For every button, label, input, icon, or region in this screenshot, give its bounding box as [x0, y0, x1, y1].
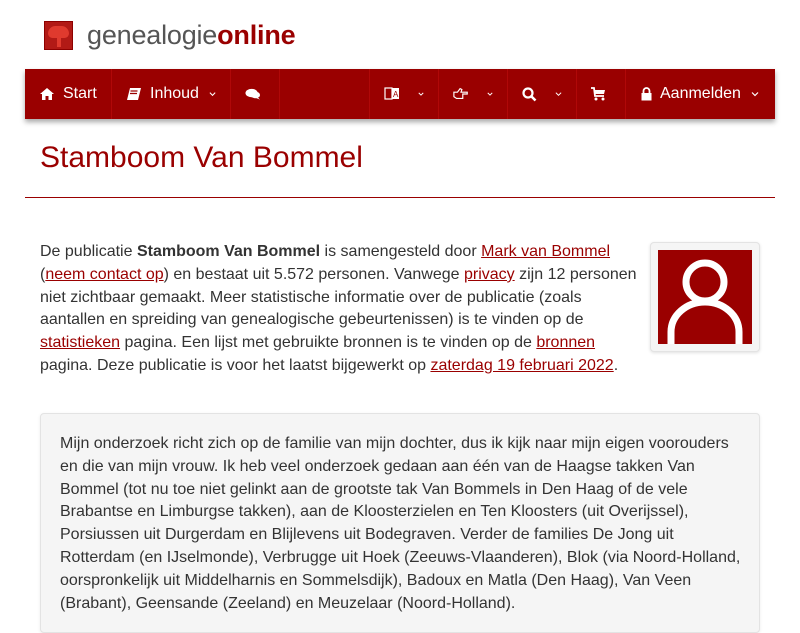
site-name: genealogieonline: [87, 19, 296, 50]
book-icon: [126, 86, 142, 102]
publication-description: [40, 413, 760, 633]
nav-start[interactable]: Start: [25, 69, 112, 119]
chevron-down-icon: [209, 90, 216, 98]
last-updated-link[interactable]: zaterdag 19 februari 2022: [430, 356, 614, 374]
page-title: Stamboom Van Bommel: [40, 141, 363, 174]
main-navbar: [25, 69, 775, 119]
nav-aanmelden[interactable]: Aanmelden: [626, 69, 775, 119]
chevron-down-icon: [487, 90, 493, 98]
home-icon: [39, 86, 55, 102]
chevron-down-icon: [751, 90, 759, 98]
sources-link[interactable]: bronnen: [536, 334, 596, 352]
search-icon: [522, 86, 537, 102]
cart-icon: [591, 86, 606, 102]
hand-pointing-icon: [453, 86, 469, 102]
nav-cart[interactable]: [577, 69, 626, 119]
lock-icon: [640, 86, 652, 102]
author-avatar-frame[interactable]: [650, 242, 760, 352]
title-divider: [25, 197, 775, 198]
site-logo[interactable]: [44, 17, 295, 53]
user-avatar-icon: [658, 250, 752, 344]
author-link[interactable]: Mark van Bommel: [481, 243, 611, 260]
comments-icon: [245, 86, 261, 102]
nav-inhoud[interactable]: Inhoud: [112, 69, 231, 119]
chevron-down-icon: [555, 90, 562, 98]
privacy-link[interactable]: privacy: [463, 265, 515, 283]
nav-actions[interactable]: [439, 69, 508, 119]
tree-logo-icon: [44, 21, 73, 50]
nav-search[interactable]: [508, 69, 577, 119]
svg-text:A: A: [393, 90, 399, 99]
contact-link[interactable]: neem contact op: [45, 265, 164, 283]
publication-name: Stamboom Van Bommel: [136, 243, 321, 260]
nav-language[interactable]: [370, 69, 439, 119]
chevron-down-icon: [418, 90, 424, 98]
nav-forum[interactable]: [231, 69, 280, 119]
language-icon: [384, 86, 400, 102]
statistics-link[interactable]: statistieken: [40, 334, 121, 352]
description-text: Mijn onderzoek richt zich op de familie van mijn dochter, dus ik kijk naar mijn eigen voorouders en die van mijn vrouw. Ik heb veel onderzoek gedaan aan één van de Haagse takken Van Bommel (tot nu toe niet gelinkt aan de grootste tak Van Bommels in Den Haag of de vele Brabantse en Limburgse takken), aan de Kloosterzielen en Ten Kloosters (uit Overijssel), Porsiussen uit Durgerdam en Blijlevens uit Bodegraven. Verder de families De Jong uit Rotterdam (en IJselmonde), Verbrugge uit Hoek (Zeeuws-Vlaanderen), Blok (via Noord-Holland, oorspronkelijk uit Middelharnis en Sommelsdijk), Badoux en Matla (Den Haag), Van Veen (Brabant), Geensande (Zeeland) en Meuzelaar (Noord-Holland).: [60, 435, 741, 612]
publication-intro: De publicatie Stamboom Van Bommel is samengesteld door Mark van Bommel (neem contact op) en bestaat uit 5.572 personen. Vanwege privacy zijn 12 personen niet zichtbaar gemaakt. Meer statistische informatie over de publicatie (zoals aantallen en spreiding van genealogische gebeurtenissen) is te vinden op de statistieken pagina. Een lijst met gebruikte bronnen is te vinden op de bronnen pagina. Deze publicatie is voor het laatst bijgewerkt op zaterdag 19 februari 2022.: [40, 243, 637, 374]
